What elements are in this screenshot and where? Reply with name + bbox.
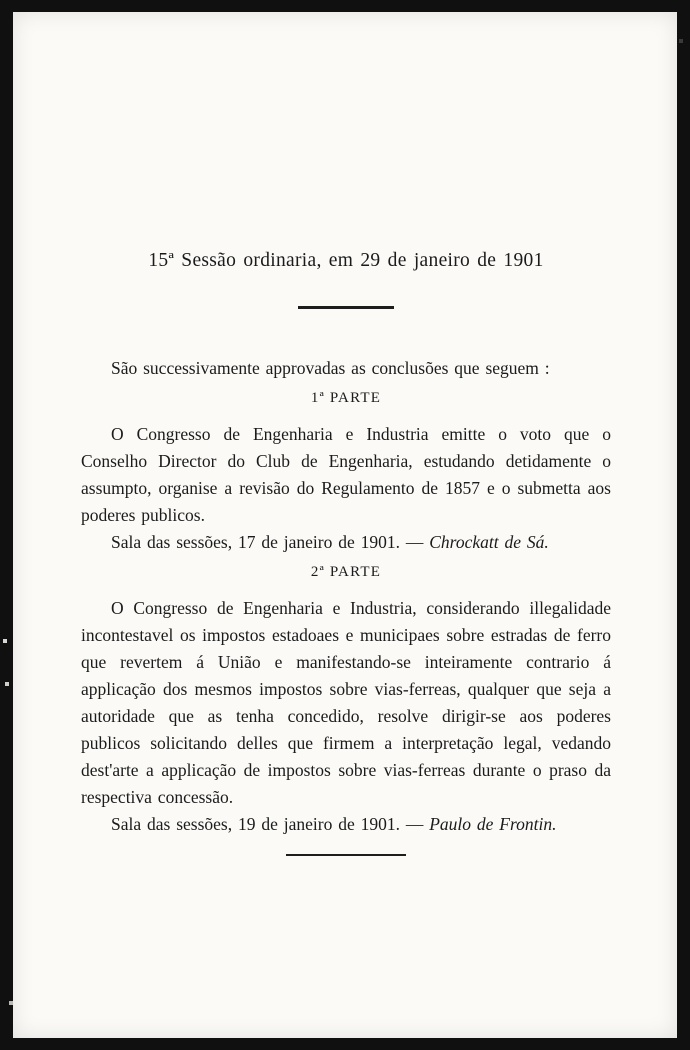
scan-noise — [0, 0, 2, 2]
section-1-body: O Congresso de Engenharia e Industria emitte o voto que o Conselho Director do Club de Engenharia, estudando detidamente o assumpto, organise a revisão do Regulamento de 1857 e o submetta aos poderes publicos. — [81, 424, 611, 525]
section-2-heading: 2ª PARTE — [310, 564, 382, 580]
section-2-body: O Congresso de Engenharia e Industria, considerando illegalidade incontestavel os impostos estadoaes e municipaes sobre estradas de ferro que revertem á União e manifestando-se inteiramente contrario á applicação dos mesmos impostos sobre vias-ferreas, qualquer que seja a autoridade que as tenha concedido, resolve dirigir-se aos poderes publicos solicitando delles que firmem a interpretação legal, vedando dest'arte a applicação de impostos sobre vias-ferreas durante o praso da respectiva concessão. — [81, 598, 611, 807]
divider-top — [298, 306, 394, 309]
section-1-heading: 1ª PARTE — [310, 390, 382, 406]
section-1-signature-text: Sala das sessões, 17 de janeiro de 1901. — — [111, 532, 430, 552]
intro-paragraph: São successivamente approvadas as conclusões que seguem : — [111, 358, 550, 378]
section-2-signature-name: Paulo de Frontin. — [429, 814, 557, 834]
section-1-signature — [81, 529, 611, 556]
document-page — [13, 12, 677, 1038]
divider-bottom — [286, 854, 406, 856]
section-1-signature-name: Chrockatt de Sá. — [429, 532, 549, 552]
section-2-signature-text: Sala das sessões, 19 de janeiro de 1901. — — [111, 814, 430, 834]
section-2-signature — [81, 811, 611, 838]
session-title: 15ª Sessão ordinaria, em 29 de janeiro de 1901 — [148, 250, 544, 271]
